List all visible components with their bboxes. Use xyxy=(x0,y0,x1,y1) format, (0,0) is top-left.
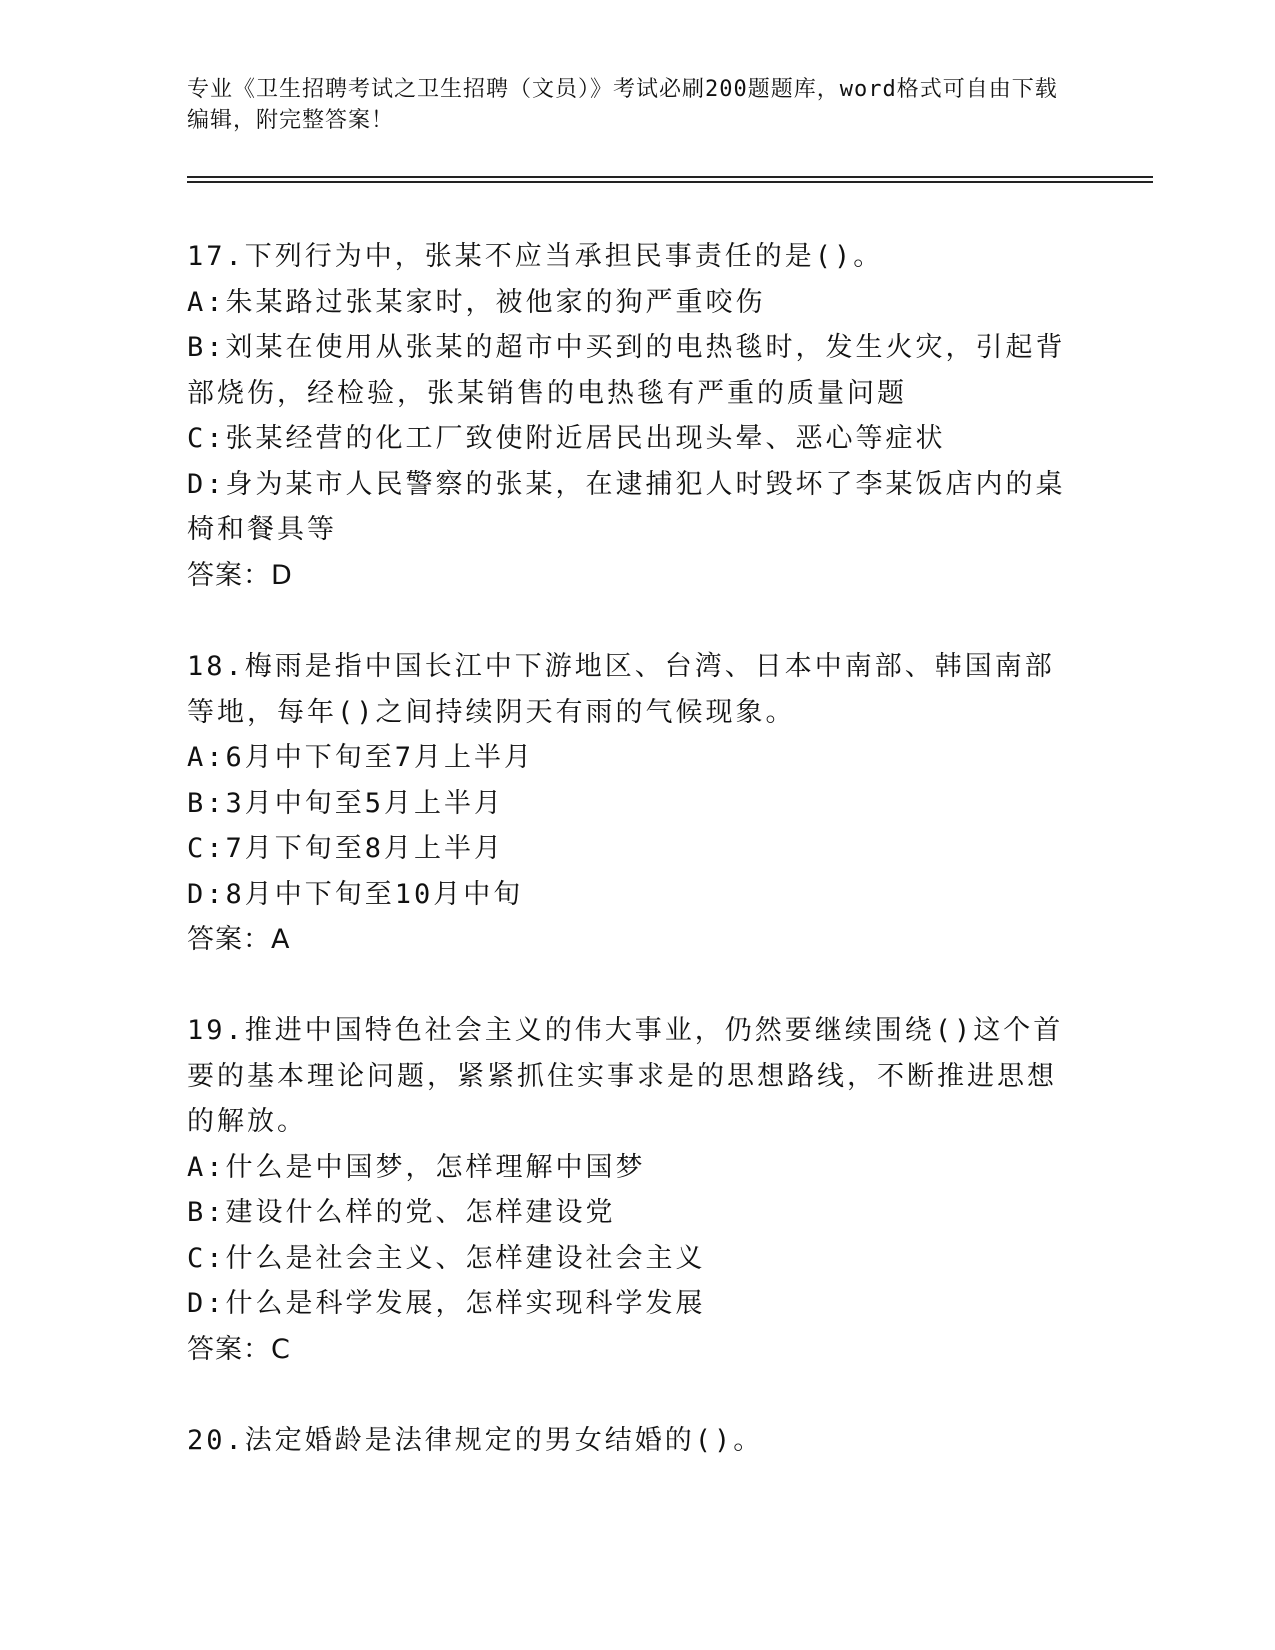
header-divider-bottom xyxy=(187,181,1153,183)
answer: 答案：A xyxy=(187,924,291,955)
option-b: B:3月中旬至5月上半月 xyxy=(187,787,505,819)
question-19 xyxy=(187,1008,1067,1372)
question-stem: 20.法定婚龄是法律规定的男女结婚的()。 xyxy=(187,1425,764,1456)
question-17 xyxy=(187,234,1067,598)
question-stem: 18.梅雨是指中国长江中下游地区、台湾、日本中南部、韩国南部等地，每年()之间持续阴天有雨的气候现象。 xyxy=(187,651,1055,728)
document-header xyxy=(187,74,1067,136)
question-18 xyxy=(187,644,1067,963)
option-c: C:7月下旬至8月上半月 xyxy=(187,833,505,864)
option-a: A:6月中下旬至7月上半月 xyxy=(187,742,535,773)
option-c: C:什么是社会主义、怎样建设社会主义 xyxy=(187,1242,706,1274)
header-title: 专业《卫生招聘考试之卫生招聘（文员）》考试必刷200题题库，word格式可自由下载编辑，附完整答案！ xyxy=(187,77,1058,133)
option-d: D:什么是科学发展，怎样实现科学发展 xyxy=(187,1288,706,1319)
question-stem: 17.下列行为中，张某不应当承担民事责任的是()。 xyxy=(187,241,884,272)
option-a: A:什么是中国梦，怎样理解中国梦 xyxy=(187,1151,646,1183)
question-20 xyxy=(187,1418,1067,1464)
header-divider-top xyxy=(187,176,1153,178)
answer: 答案：C xyxy=(187,1333,291,1365)
option-d: D:8月中下旬至10月中旬 xyxy=(187,878,524,910)
option-b: B:建设什么样的党、怎样建设党 xyxy=(187,1197,616,1228)
question-stem: 19.推进中国特色社会主义的伟大事业，仍然要继续围绕()这个首要的基本理论问题，紧紧抓住实事求是的思想路线，不断推进思想的解放。 xyxy=(187,1015,1064,1137)
option-b: B:刘某在使用从张某的超市中买到的电热毯时，发生火灾，引起背部烧伤，经检验，张某销售的电热毯有严重的质量问题 xyxy=(187,332,1066,409)
option-c: C:张某经营的化工厂致使附近居民出现头晕、恶心等症状 xyxy=(187,423,946,454)
option-a: A:朱某路过张某家时，被他家的狗严重咬伤 xyxy=(187,286,766,318)
answer: 答案：D xyxy=(187,559,293,591)
option-d: D:身为某市人民警察的张某，在逮捕犯人时毁坏了李某饭店内的桌椅和餐具等 xyxy=(187,468,1066,545)
